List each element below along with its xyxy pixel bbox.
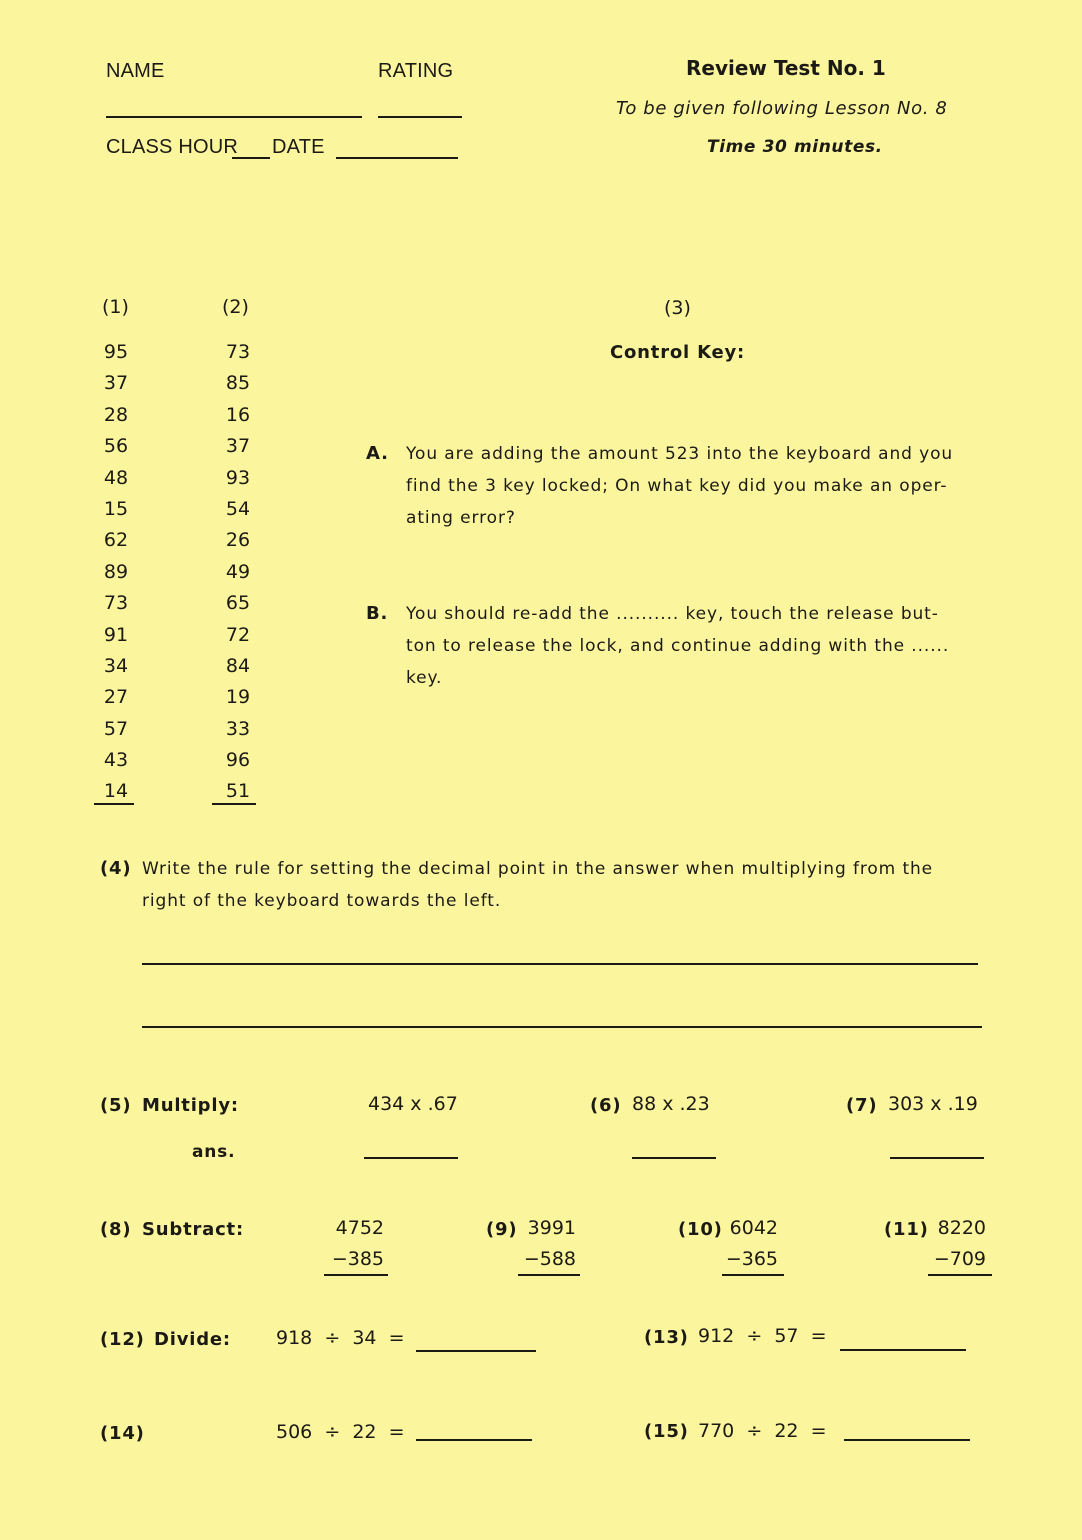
list-item: 28: [103, 403, 129, 426]
list-item: 91: [103, 623, 129, 646]
rating-label: RATING: [378, 60, 454, 82]
problem-6-expression: 88 x .23: [632, 1093, 710, 1115]
list-item: 73: [103, 592, 129, 615]
test-subtitle: To be given following Lesson No. 8: [616, 98, 948, 119]
list-item: 84: [225, 654, 251, 677]
problem-8-minuend: 4752: [335, 1217, 384, 1239]
problem-2-answer-line[interactable]: [212, 803, 256, 805]
item-a-marker: A.: [366, 443, 389, 464]
problem-11-subtrahend: −709: [933, 1248, 986, 1270]
text-line: You should re-add the .......... key, touch the release but-: [406, 604, 939, 624]
text-line: right of the keyboard towards the left.: [142, 891, 502, 911]
test-title: Review Test No. 1: [686, 56, 886, 80]
problem-14-answer-line[interactable]: [416, 1439, 532, 1441]
problem-7-label: (7): [846, 1095, 878, 1116]
problem-4-label: (4): [100, 858, 132, 879]
problem-3-label: (3): [664, 297, 691, 319]
list-item: 96: [225, 749, 251, 772]
text-line: You are adding the amount 523 into the keyboard and you: [406, 444, 954, 464]
list-item: 27: [103, 686, 129, 709]
list-item: 14: [103, 780, 129, 803]
text-line: Write the rule for setting the decimal point in the answer when multiplying from the: [142, 859, 934, 879]
control-key-heading: Control Key:: [610, 342, 746, 363]
problem-15-expression: 770 ÷ 22 =: [698, 1420, 827, 1442]
list-item: 49: [225, 560, 251, 583]
list-item: 93: [225, 466, 251, 489]
item-a-text: [406, 438, 953, 534]
problem-13-answer-line[interactable]: [840, 1349, 966, 1351]
problem-14-label: (14): [100, 1423, 145, 1444]
divide-title: Divide:: [154, 1329, 231, 1350]
problem-9-label: (9): [486, 1219, 518, 1240]
list-item: 65: [225, 592, 251, 615]
list-item: 89: [103, 560, 129, 583]
rating-field[interactable]: [378, 116, 462, 118]
list-item: 51: [225, 780, 251, 803]
problem-12-expression: 918 ÷ 34 =: [276, 1327, 405, 1349]
problem-2-label: (2): [222, 296, 249, 318]
problem-15-label: (15): [644, 1421, 689, 1442]
list-item: 56: [103, 435, 129, 458]
problem-4-text: [142, 853, 933, 917]
problem-2-column: [208, 337, 268, 808]
list-item: 85: [225, 372, 251, 395]
list-item: 34: [103, 654, 129, 677]
problem-7-expression: 303 x .19: [888, 1093, 978, 1115]
list-item: 57: [103, 717, 129, 740]
list-item: 48: [103, 466, 129, 489]
list-item: 33: [225, 717, 251, 740]
date-label: DATE: [272, 136, 325, 158]
problem-8-answer-line[interactable]: [324, 1274, 388, 1276]
problem-10-answer-line[interactable]: [722, 1274, 784, 1276]
problem-5-label: (5): [100, 1095, 132, 1116]
problem-7-answer-line[interactable]: [890, 1157, 984, 1159]
date-field[interactable]: [336, 157, 458, 159]
problem-11-answer-line[interactable]: [928, 1274, 992, 1276]
list-item: 72: [225, 623, 251, 646]
list-item: 95: [103, 341, 129, 363]
answer-label: ans.: [192, 1142, 236, 1162]
problem-13-label: (13): [644, 1327, 689, 1348]
problem-9-answer-line[interactable]: [518, 1274, 580, 1276]
class-hour-field[interactable]: [232, 157, 270, 159]
problem-1-label: (1): [102, 296, 129, 318]
problem-11-label: (11): [884, 1219, 929, 1240]
text-line: find the 3 key locked; On what key did you make an oper-: [406, 476, 948, 496]
text-line: ton to release the lock, and continue adding with the ......: [406, 636, 950, 656]
list-item: 62: [103, 529, 129, 552]
problem-12-label: (12): [100, 1329, 145, 1350]
problem-6-answer-line[interactable]: [632, 1157, 716, 1159]
problem-9-subtrahend: −588: [523, 1248, 576, 1270]
list-item: 37: [225, 435, 251, 458]
item-b-marker: B.: [366, 603, 389, 624]
problem-9-minuend: 3991: [527, 1217, 576, 1239]
time-limit: Time 30 minutes.: [707, 137, 883, 157]
problem-1-column: [86, 337, 146, 808]
text-line: key.: [406, 668, 443, 688]
name-field[interactable]: [106, 116, 362, 118]
problem-15-answer-line[interactable]: [844, 1439, 970, 1441]
problem-14-expression: 506 ÷ 22 =: [276, 1421, 405, 1443]
problem-4-answer-line[interactable]: [142, 1026, 982, 1028]
list-item: 37: [103, 372, 129, 395]
problem-8-subtrahend: −385: [331, 1248, 384, 1270]
problem-4-answer-line[interactable]: [142, 963, 978, 965]
text-line: ating error?: [406, 508, 516, 528]
problem-10-minuend: 6042: [729, 1217, 778, 1239]
list-item: 73: [225, 341, 251, 363]
list-item: 15: [103, 497, 129, 520]
subtract-title: Subtract:: [142, 1219, 244, 1240]
item-b-text: [406, 598, 949, 694]
list-item: 54: [225, 497, 251, 520]
problem-5-answer-line[interactable]: [364, 1157, 458, 1159]
class-hour-label: CLASS HOUR: [106, 136, 239, 158]
list-item: 16: [225, 403, 251, 426]
problem-10-label: (10): [678, 1219, 723, 1240]
problem-1-answer-line[interactable]: [94, 803, 134, 805]
name-label: NAME: [106, 60, 165, 82]
problem-8-label: (8): [100, 1219, 132, 1240]
problem-11-minuend: 8220: [937, 1217, 986, 1239]
problem-6-label: (6): [590, 1095, 622, 1116]
problem-10-subtrahend: −365: [725, 1248, 778, 1270]
multiply-title: Multiply:: [142, 1095, 239, 1116]
list-item: 19: [225, 686, 251, 709]
list-item: 43: [103, 749, 129, 772]
problem-13-expression: 912 ÷ 57 =: [698, 1325, 827, 1347]
list-item: 26: [225, 529, 251, 552]
problem-5-expression: 434 x .67: [368, 1093, 458, 1115]
problem-12-answer-line[interactable]: [416, 1350, 536, 1352]
